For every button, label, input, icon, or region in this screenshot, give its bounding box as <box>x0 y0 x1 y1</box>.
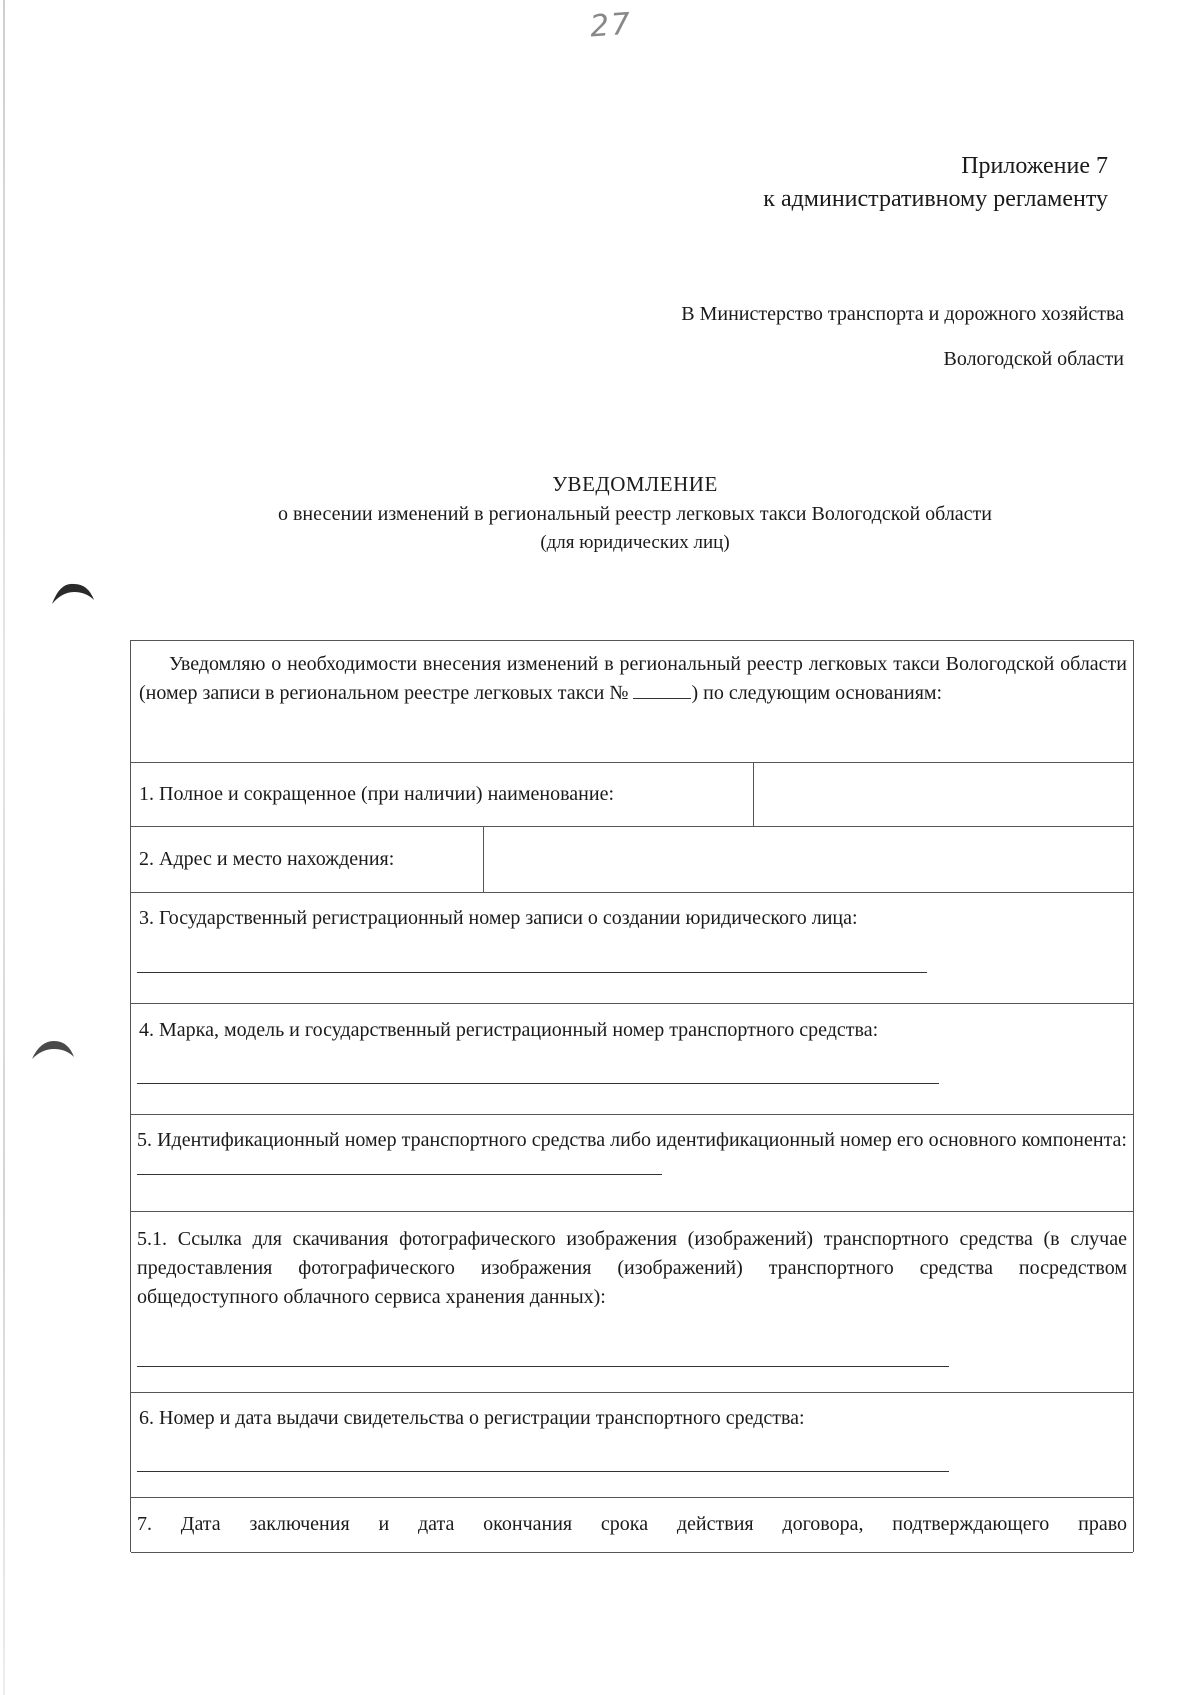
item-2-label: 2. Адрес и место нахождения: <box>139 848 395 870</box>
row-divider <box>131 1114 1133 1115</box>
handwritten-page-number: 27 <box>588 6 634 45</box>
page-binding-edge <box>3 0 5 1695</box>
item-5-text: 5. Идентификационный номер транспортного средства либо идентификационный номер его основного компонента: <box>137 1129 1127 1151</box>
item-7-label: 7. Дата заключения и дата окончания срока действия договора, подтверждающего право <box>137 1513 1127 1535</box>
form-border-bottom <box>131 1552 1133 1553</box>
item-4-label: 4. Марка, модель и государственный регистрационный номер транспортного средства: <box>139 1019 879 1041</box>
item-3-label: 3. Государственный регистрационный номер записи о создании юридического лица: <box>139 907 858 929</box>
item-6-label: 6. Номер и дата выдачи свидетельства о регистрации транспортного средства: <box>139 1407 805 1429</box>
item-5-1-label: 5.1. Ссылка для скачивания фотографического изображения (изображений) транспортного средства (в случае предоставления фотографического изображения (изображений) транспортного средства посредством общедоступного облачного сервиса хранения данных): <box>137 1228 1127 1308</box>
document-subtitle: о внесении изменений в региональный реестр легковых такси Вологодской области <box>277 503 992 525</box>
form-intro <box>139 650 1127 708</box>
item-4-fill-line[interactable] <box>137 1083 939 1084</box>
recipient-line-2: Вологодской области <box>943 348 1124 370</box>
item-5-label <box>137 1126 1127 1184</box>
appendix-number: Приложение 7 <box>961 153 1108 179</box>
item-6-fill-line[interactable] <box>137 1471 949 1472</box>
document-subtitle-note: (для юридических лиц) <box>540 532 730 553</box>
row-divider <box>131 892 1133 893</box>
item-5-fill-line[interactable] <box>137 1158 662 1175</box>
row-divider <box>131 762 1133 763</box>
appendix-reference: к административному регламенту <box>763 186 1108 212</box>
item-1-label: 1. Полное и сокращенное (при наличии) наименование: <box>139 783 615 805</box>
item-3-fill-line[interactable] <box>137 972 927 973</box>
recipient-block <box>681 292 1124 382</box>
registry-number-field[interactable] <box>633 680 691 699</box>
intro-text-end: ) по следующим основаниям: <box>691 682 943 704</box>
notification-form <box>130 640 1134 1552</box>
appendix-header <box>763 150 1108 216</box>
row-divider <box>131 1392 1133 1393</box>
recipient-line-1: В Министерство транспорта и дорожного хозяйства <box>681 303 1124 325</box>
column-divider <box>753 762 754 826</box>
item-1-value-cell[interactable] <box>757 764 1129 824</box>
row-divider <box>131 826 1133 827</box>
punch-hole-mark <box>30 1035 76 1061</box>
item-5-1-fill-line[interactable] <box>137 1366 949 1367</box>
row-divider <box>131 1497 1133 1498</box>
column-divider <box>483 826 484 892</box>
item-2-value-cell[interactable] <box>487 828 1129 890</box>
row-divider <box>131 1211 1133 1212</box>
punch-hole-mark <box>50 580 96 606</box>
form-border-top <box>131 640 1133 641</box>
intro-text: Уведомляю о необходимости внесения изменений в региональный реестр легковых такси Вологодской области (номер записи в региональном реестре легковых такси № <box>139 653 1127 704</box>
row-divider <box>131 1003 1133 1004</box>
document-title: УВЕДОМЛЕНИЕ <box>552 472 718 496</box>
